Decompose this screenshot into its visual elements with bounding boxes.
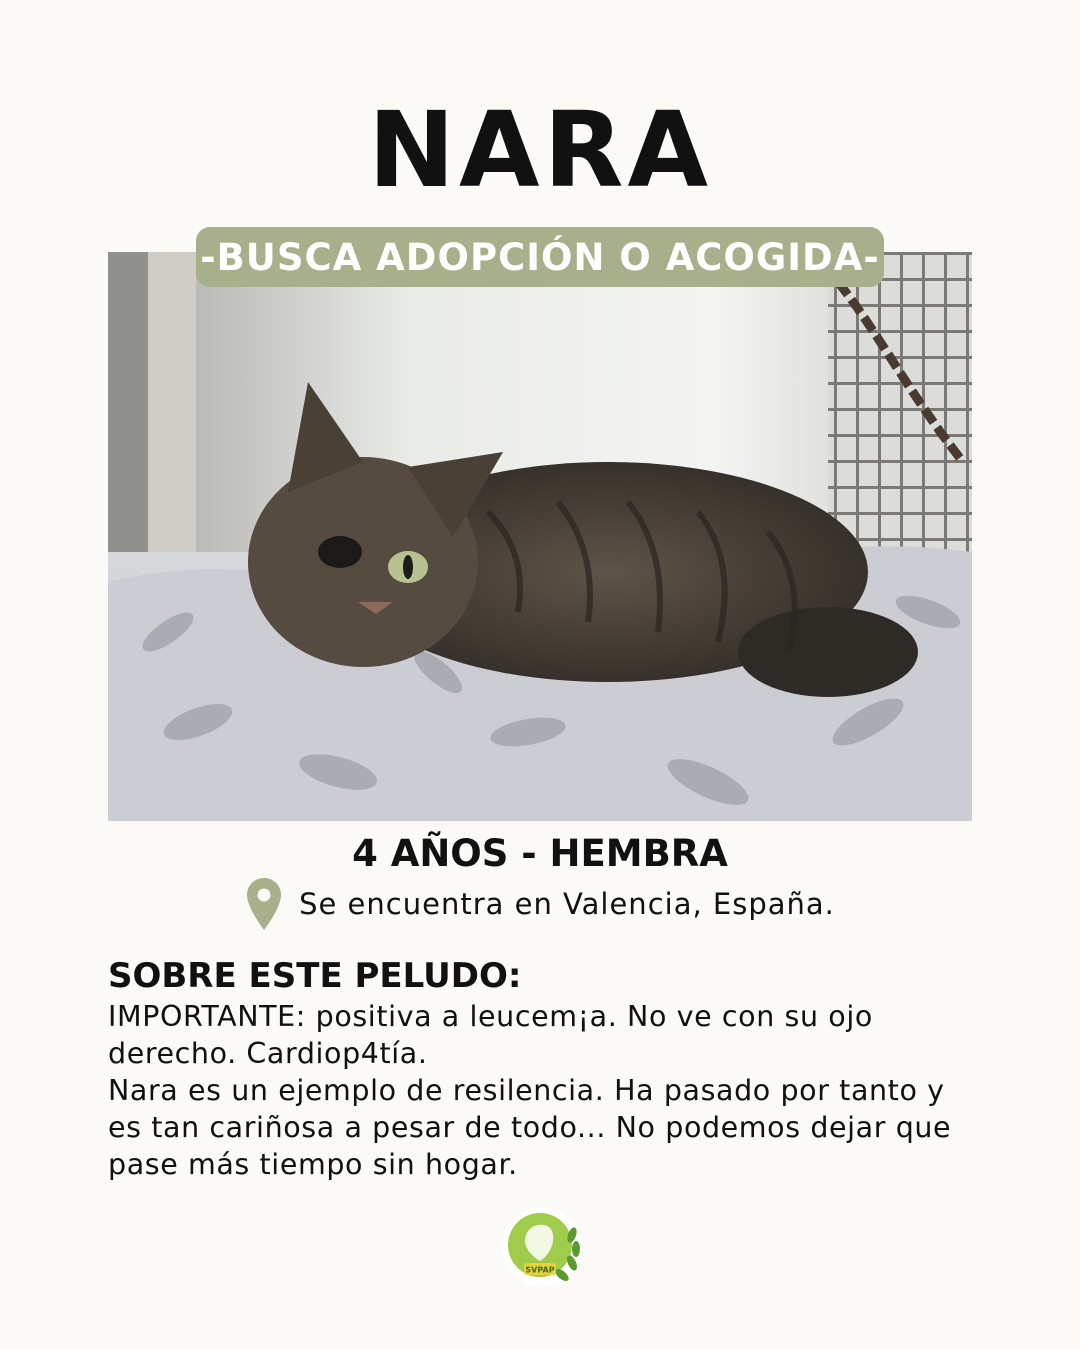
about-paragraph-health: IMPORTANTE: positiva a leucem¡a. No ve con su ojo derecho. Cardiop4tía. [108,1000,873,1070]
about-title: SOBRE ESTE PELUDO: [108,956,522,996]
logo-text: SVPAP [525,1265,555,1275]
about-paragraph-story: Nara es un ejemplo de resilencia. Ha pasado por tanto y es tan cariñosa a pesar de todo... No podemos dejar que pase más tiempo sin hogar. [108,1074,952,1181]
about-body [108,998,978,1183]
organization-logo [500,1205,584,1289]
map-pin-icon [245,876,283,932]
pet-name: NARA [367,89,713,211]
location-row [0,876,1080,932]
age-sex: 4 AÑOS - HEMBRA [352,832,728,875]
location-text: Se encuentra en Valencia, España. [299,887,835,921]
status-banner: -BUSCA ADOPCIÓN O ACOGIDA- [196,227,884,287]
cat-photo [108,252,972,821]
